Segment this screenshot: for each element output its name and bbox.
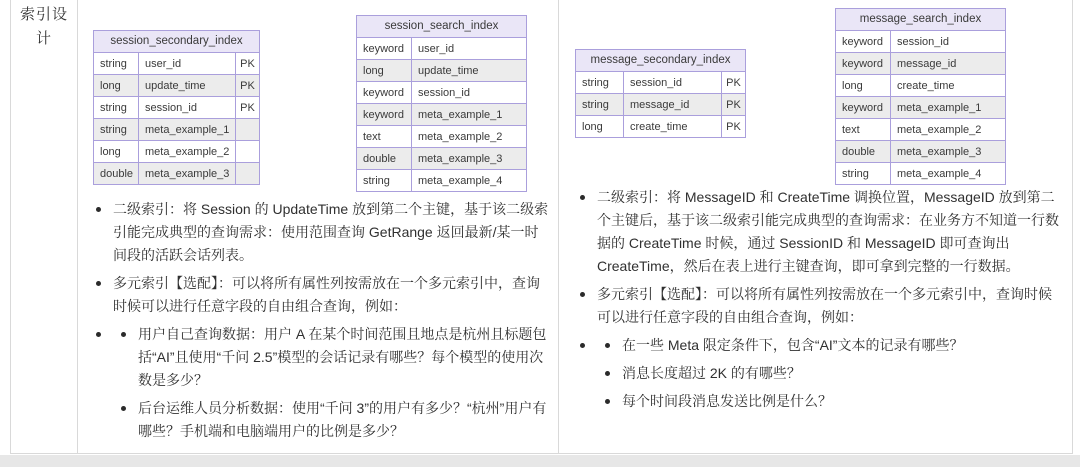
field-name-cell: meta_example_4	[412, 170, 527, 192]
bullet-dot-icon	[580, 343, 585, 348]
table-row	[94, 75, 260, 97]
field-type-cell: string	[836, 163, 891, 185]
field-name-cell: meta_example_4	[891, 163, 1006, 185]
table-row	[836, 97, 1006, 119]
schema-table-title: message_search_index	[835, 8, 1006, 30]
field-name-cell: user_id	[139, 53, 236, 75]
content-cell-session	[78, 0, 559, 453]
table-row	[836, 163, 1006, 185]
field-name-cell: meta_example_3	[139, 163, 236, 185]
field-name-cell: update_time	[139, 75, 236, 97]
field-type-cell: long	[576, 116, 624, 138]
field-type-cell: keyword	[357, 38, 412, 60]
schema-table	[575, 49, 746, 138]
bullet-text: 在一些 Meta 限定条件下，包含“AI”文本的记录有哪些？	[622, 337, 964, 353]
bullet-text: 二级索引：将 MessageID 和 CreateTime 调换位置，MessageID 放到第二个主键后，基于该二级索引能完成典型的查询需求：在业务方不知道一行数据的 CreateTime 时候，通过 SessionID 和 MessageID 即可查询出 CreateTime，然后在表上进行主键查询，即可拿到完整的一行数据。	[597, 189, 1059, 274]
table-row	[357, 82, 527, 104]
bullet-text: 每个时间段消息发送比例是什么？	[622, 393, 832, 409]
table-row	[836, 119, 1006, 141]
bullet-item	[96, 272, 551, 318]
field-type-cell: string	[576, 72, 624, 94]
table-row	[576, 116, 746, 138]
schema-table-grid	[835, 30, 1006, 185]
table-row	[357, 38, 527, 60]
field-name-cell: message_id	[624, 94, 722, 116]
bullet-dot-icon	[605, 343, 610, 348]
field-type-cell: long	[94, 75, 139, 97]
table-row	[836, 141, 1006, 163]
bullet-text: 多元索引【选配】：可以将所有属性列按需放在一个多元索引中，查询时候可以进行任意字段的自由组合查询，例如：	[597, 286, 1052, 325]
table-row	[94, 97, 260, 119]
schema-table-title: message_secondary_index	[575, 49, 746, 71]
field-name-cell: message_id	[891, 53, 1006, 75]
schema-table-grid	[356, 37, 527, 192]
bullet-dot-icon	[121, 406, 126, 411]
field-name-cell: meta_example_2	[412, 126, 527, 148]
table-row	[836, 31, 1006, 53]
field-type-cell: keyword	[357, 104, 412, 126]
pk-cell: PK	[722, 116, 746, 138]
field-name-cell: session_id	[139, 97, 236, 119]
bullet-dot-icon	[580, 292, 585, 297]
bottom-strip	[0, 455, 1080, 467]
schema-table	[93, 30, 260, 185]
bullet-list	[580, 186, 1064, 418]
pk-cell	[236, 141, 260, 163]
field-type-cell: keyword	[357, 82, 412, 104]
schema-table	[835, 8, 1006, 185]
pk-cell: PK	[236, 53, 260, 75]
field-name-cell: session_id	[891, 31, 1006, 53]
bullet-item	[580, 390, 1064, 413]
bullet-item	[580, 186, 1064, 278]
field-type-cell: long	[357, 60, 412, 82]
bullet-dot-icon	[605, 399, 610, 404]
row-label: 索引设计	[11, 0, 78, 453]
table-row	[357, 126, 527, 148]
table-row	[576, 94, 746, 116]
table-row	[836, 75, 1006, 97]
field-type-cell: keyword	[836, 53, 891, 75]
field-type-cell: string	[357, 170, 412, 192]
table-row	[836, 53, 1006, 75]
field-type-cell: double	[94, 163, 139, 185]
table-row	[576, 72, 746, 94]
index-design-row	[10, 0, 1073, 454]
bullet-item	[96, 323, 551, 392]
bullet-text: 用户自己查询数据：用户 A 在某个时间范围且地点是杭州且标题包括“AI”且使用“千问 2.5”模型的会话记录有哪些？每个模型的使用次数是多少？	[138, 326, 547, 388]
bullet-text: 后台运维人员分析数据：使用“千问 3”的用户有多少？“杭州”用户有哪些？手机端和电脑端用户的比例是多少？	[138, 400, 547, 439]
pk-cell: PK	[722, 72, 746, 94]
bullet-item	[580, 362, 1064, 385]
field-type-cell: long	[836, 75, 891, 97]
bullet-dot-icon	[121, 332, 126, 337]
bullet-item	[96, 397, 551, 443]
bullet-list	[96, 198, 551, 448]
bullet-item	[580, 334, 1064, 357]
field-type-cell: string	[94, 97, 139, 119]
table-row	[94, 119, 260, 141]
field-name-cell: create_time	[624, 116, 722, 138]
bullet-dot-icon	[96, 332, 101, 337]
bullet-dot-icon	[605, 371, 610, 376]
schema-table-grid	[93, 52, 260, 185]
field-name-cell: meta_example_1	[412, 104, 527, 126]
field-name-cell: meta_example_1	[139, 119, 236, 141]
schema-table-title: session_secondary_index	[93, 30, 260, 52]
table-row	[94, 163, 260, 185]
table-row	[94, 141, 260, 163]
field-type-cell: long	[94, 141, 139, 163]
bullet-dot-icon	[580, 195, 585, 200]
bullet-dot-icon	[96, 207, 101, 212]
field-name-cell: update_time	[412, 60, 527, 82]
field-type-cell: double	[357, 148, 412, 170]
field-name-cell: user_id	[412, 38, 527, 60]
pk-cell: PK	[236, 97, 260, 119]
field-name-cell: create_time	[891, 75, 1006, 97]
field-type-cell: keyword	[836, 31, 891, 53]
pk-cell: PK	[722, 94, 746, 116]
table-row	[357, 104, 527, 126]
field-type-cell: keyword	[836, 97, 891, 119]
bullet-text: 二级索引：将 Session 的 UpdateTime 放到第二个主键，基于该二级索引能完成典型的查询需求：使用范围查询 GetRange 返回最新/某一时间段的活跃会话列表。	[113, 201, 549, 263]
field-type-cell: string	[576, 94, 624, 116]
field-name-cell: session_id	[412, 82, 527, 104]
field-name-cell: meta_example_2	[139, 141, 236, 163]
table-row	[357, 170, 527, 192]
field-type-cell: string	[94, 53, 139, 75]
schema-table	[356, 15, 527, 192]
table-row	[357, 148, 527, 170]
table-row	[357, 60, 527, 82]
field-name-cell: meta_example_2	[891, 119, 1006, 141]
field-name-cell: meta_example_3	[891, 141, 1006, 163]
field-type-cell: double	[836, 141, 891, 163]
field-name-cell: meta_example_1	[891, 97, 1006, 119]
table-row	[94, 53, 260, 75]
field-name-cell: session_id	[624, 72, 722, 94]
bullet-text: 多元索引【选配】：可以将所有属性列按需放在一个多元索引中，查询时候可以进行任意字段的自由组合查询，例如：	[113, 275, 540, 314]
bullet-dot-icon	[96, 281, 101, 286]
bullet-item	[580, 283, 1064, 329]
pk-cell	[236, 119, 260, 141]
pk-cell	[236, 163, 260, 185]
content-cell-message	[559, 0, 1072, 453]
field-name-cell: meta_example_3	[412, 148, 527, 170]
schema-table-grid	[575, 71, 746, 138]
bullet-item	[96, 198, 551, 267]
field-type-cell: string	[94, 119, 139, 141]
field-type-cell: text	[836, 119, 891, 141]
field-type-cell: text	[357, 126, 412, 148]
bullet-text: 消息长度超过 2K 的有哪些？	[622, 365, 801, 381]
pk-cell: PK	[236, 75, 260, 97]
schema-table-title: session_search_index	[356, 15, 527, 37]
